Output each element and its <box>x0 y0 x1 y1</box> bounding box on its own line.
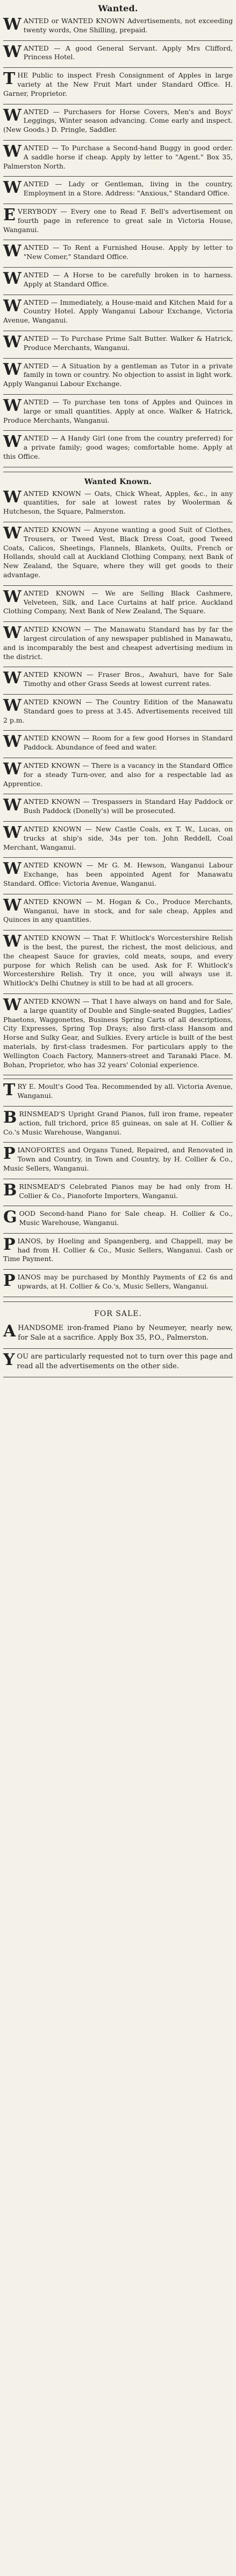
drop-cap: W <box>3 432 22 452</box>
ad-text: ANTED KNOWN — Trespassers in Standard Hay Paddock or Bush Paddock (Donelly's) will be prosecuted. <box>23 797 233 815</box>
ad-text: ANTED — A Handy Girl (one from the country preferred) for a private family; good wages; comfortable home. Apply at this Office. <box>3 434 233 460</box>
classified-ad <box>3 1082 233 1101</box>
drop-cap: T <box>3 1081 16 1100</box>
ad-text: ANTED — Immediately, a House-maid and Kitchen Maid for a Country Hotel. Apply Wanganui Labour Exchange, Victoria Avenue, Wanganui. <box>3 298 233 325</box>
ad-text: IANOS may be purchased by Monthly Payments of £2 6s and upwards, at H. Collier & Co.'s, Music Sellers, Wanganui. <box>17 1273 233 1291</box>
classified-ad <box>3 1321 233 1343</box>
classified-ad <box>3 207 233 234</box>
ad-divider <box>3 140 233 141</box>
ad-text: ANTED KNOWN — That I have always on hand and for Sale, a large quantity of Double and Single-seated Buggies, Ladies' Phaetons, Waggonettes, Business Spring Carts of all descriptions, City Expresses, Spring Top Drays; also first-class Hansom and Horse and Sulky Gear, and Sulkies. Every article is built of the best materials, by first-class tradesmen. For particulars apply to the Wellington Coach Factory, Manners-street and Taranaki Place. M. Bohan, Proprietor, who has 32 years' Colonial experience. <box>3 997 233 1069</box>
ad-text: ANTED — To Purchase Prime Salt Butter. Walker & Hatrick, Produce Merchants, Wanganui. <box>23 334 233 352</box>
drop-cap: W <box>3 624 22 643</box>
drop-cap: W <box>3 242 22 261</box>
ad-divider <box>3 621 233 622</box>
classified-ad <box>3 895 233 925</box>
drop-cap: W <box>3 42 22 61</box>
drop-cap: B <box>3 1180 17 1200</box>
ad-divider <box>3 1142 233 1143</box>
drop-cap: W <box>3 106 22 125</box>
drop-cap: W <box>3 995 22 1014</box>
ad-divider <box>3 821 233 822</box>
for-sale-ads-list <box>3 1321 233 1377</box>
classified-ad <box>3 108 233 135</box>
classified-ad <box>3 625 233 661</box>
classified-ad <box>3 734 233 752</box>
drop-cap: W <box>3 669 22 688</box>
ad-divider <box>3 730 233 731</box>
classified-ad <box>3 1110 233 1137</box>
classified-ad <box>3 797 233 816</box>
wanted-known-ads-list <box>3 489 233 1076</box>
classified-ad <box>3 1273 233 1291</box>
classified-ad <box>3 17 233 35</box>
drop-cap: P <box>3 1235 16 1254</box>
ad-text: ANTED KNOWN — Room for a few good Horses in Standard Paddock. Abundance of feed and water. <box>23 734 233 752</box>
ad-text: ANTED — Lady or Gentleman, living in the country, Employment in a Store. Address: "Anxious," Standard Office. <box>23 180 233 198</box>
ad-text: ANTED KNOWN — Oats, Chick Wheat, Apples, &c., in any quantities, for sale at lowest rates by Woolerman & Hutcheson, the Square, Palmerston. <box>3 489 233 516</box>
classified-ad <box>3 589 233 616</box>
classified-ad <box>3 71 233 98</box>
classified-ad <box>3 1146 233 1173</box>
ad-divider <box>3 993 233 994</box>
ad-divider <box>3 1106 233 1107</box>
classified-ad <box>3 761 233 788</box>
classified-ad <box>3 144 233 171</box>
drop-cap: A <box>3 1321 16 1341</box>
classified-ad <box>3 1352 233 1371</box>
ad-text: OOD Second-hand Piano for Sale cheap. H. Collier & Co., Music Warehouse, Wanganui. <box>19 1209 233 1227</box>
classified-ad <box>3 298 233 325</box>
ad-text: ANTED KNOWN — M. Hogan & Co., Produce Merchants, Wanganui, have in stock, and for sale cheap, Apples and Quinces in any quantities. <box>3 897 233 924</box>
classified-ad <box>3 526 233 580</box>
wanted-ads-list <box>3 17 233 467</box>
ad-text: ANTED KNOWN — New Castle Coals, ex T. W., Lucas, on trucks at ship's side, 34s per ton. John Reddell, Coal Merchant, Wanganui. <box>3 825 233 851</box>
drop-cap: E <box>3 205 16 225</box>
notices-list <box>3 1082 233 1297</box>
drop-cap: B <box>3 1108 17 1127</box>
drop-cap: W <box>3 796 22 815</box>
ad-text: ANTED — To Rent a Furnished House. Apply by letter to "New Comer," Standard Office. <box>23 243 233 261</box>
drop-cap: W <box>3 360 22 379</box>
ad-text: HANDSOME iron-framed Piano by Neumeyer, nearly new, for Sale at a sacrifice. Apply Box 35, P.O., Palmerston. <box>18 1324 233 1342</box>
classified-ad <box>3 334 233 353</box>
drop-cap: P <box>3 1144 16 1164</box>
classified-ad <box>3 434 233 461</box>
section-divider <box>3 1301 233 1302</box>
section-heading-for-sale: FOR SALE. <box>94 1309 142 1318</box>
drop-cap: W <box>3 269 22 288</box>
classified-ad <box>3 1237 233 1264</box>
ad-text: ANTED KNOWN — The Manawatu Standard has by far the largest circulation of any newspaper published in Manawatu, and is incomparably the best and cheapest advertising medium in the district. <box>3 625 233 661</box>
drop-cap: W <box>3 142 22 161</box>
ad-text: RINSMEAD'S Upright Grand Pianos, full iron frame, repeater action, full trichord, price 85 guineas, on sale at H. Collier & Co.'s Music Warehouse, Wanganui. <box>3 1109 233 1136</box>
ad-divider <box>3 430 233 431</box>
classified-ad <box>3 698 233 725</box>
drop-cap: W <box>3 15 22 34</box>
ad-text: ANTED — Purchasers for Horse Covers, Men's and Boys' Leggings, Winter season advancing. Come early and inspect. (New Goods.) D. Pringle, Saddler. <box>3 107 233 134</box>
ad-text: ANTED — To purchase ten tons of Apples and Quinces in large or small quantities. Apply at once. Walker & Hatrick, Produce Merchants, Wanganui. <box>3 397 233 424</box>
ad-divider <box>3 40 233 41</box>
ad-text: OU are particularly requested not to turn over this page and read all the advertisements on the other side. <box>17 1352 233 1370</box>
newspaper-column <box>0 3 236 2576</box>
classified-ad <box>3 489 233 516</box>
drop-cap: W <box>3 732 22 752</box>
classified-ad <box>3 243 233 262</box>
classified-ad <box>3 825 233 852</box>
classified-ad <box>3 934 233 988</box>
ad-text: ANTED KNOWN — The Country Edition of the Manawatu Standard goes to press at 3.45. Advertisements received till 2 p.m. <box>3 698 233 724</box>
section-heading-wanted-known: Wanted Known. <box>84 477 152 486</box>
ad-divider <box>3 358 233 359</box>
drop-cap: W <box>3 178 22 198</box>
classified-ad <box>3 997 233 1069</box>
ad-text: RY E. Moult's Good Tea. Recommended by all. Victoria Avenue, Wanganui. <box>17 1082 233 1100</box>
classified-ad <box>3 861 233 888</box>
ad-divider <box>3 1233 233 1234</box>
ad-divider <box>3 394 233 395</box>
ad-text: ANTED — A Situation by a gentleman as Tutor in a private family in town or country. No objection to assist in light work. Apply Wanganui Labour Exchange. <box>3 361 233 388</box>
ad-text: HE Public to inspect Fresh Consignment of Apples in large variety at the New Fruit Mart under Standard Office. H. Garner, Proprietor. <box>3 71 233 97</box>
classified-ad <box>3 670 233 689</box>
classified-ad <box>3 180 233 198</box>
drop-cap: W <box>3 332 22 352</box>
drop-cap: W <box>3 587 22 606</box>
ad-divider <box>3 857 233 858</box>
drop-cap: G <box>3 1208 17 1227</box>
ad-divider <box>3 67 233 68</box>
classified-ad <box>3 362 233 389</box>
ad-text: IANOS, by Hoeling and Spangenberg, and Chappell, may be had from H. Collier & Co., Music Sellers, Wanganui. Cash or Time Payment. <box>3 1236 233 1263</box>
classified-ad <box>3 1182 233 1201</box>
ad-text: ANTED KNOWN — There is a vacancy in the Standard Office for a steady Turn-over, and also for a respectable lad as Apprentice. <box>3 761 233 788</box>
drop-cap: W <box>3 696 22 716</box>
ad-text: ANTED — A good General Servant. Apply Mrs Clifford, Princess Hotel. <box>23 44 233 61</box>
ad-text: ANTED — A Horse to be carefully broken in to harness. Apply at Standard Office. <box>23 270 233 288</box>
drop-cap: W <box>3 932 22 951</box>
ad-text: ANTED KNOWN — Mr G. M. Hewson, Wanganui Labour Exchange, has been appointed Agent for Manawatu Standard. Office: Victoria Avenue, Wanganui. <box>3 861 233 887</box>
drop-cap: W <box>3 296 22 316</box>
ad-divider <box>3 267 233 268</box>
section-heading-wanted: Wanted. <box>98 3 138 13</box>
drop-cap: W <box>3 396 22 415</box>
drop-cap: W <box>3 859 22 879</box>
ad-text: ANTED KNOWN — We are Selling Black Cashmere, Velveteen, Silk, and Lace Curtains at half price. Auckland Clothing Company, Next Bank of New Zealand, The Square. <box>3 589 233 615</box>
classified-ad <box>3 44 233 62</box>
ad-text: ANTED — To Purchase a Second-hand Buggy in good order. A saddle horse if cheap. Apply by letter to "Agent." Box 35, Palmerston North. <box>3 143 233 170</box>
classified-ad <box>3 1209 233 1228</box>
ad-divider <box>3 694 233 695</box>
ad-text: IANOFORTES and Organs Tuned, Repaired, and Renovated in Town and Country, in Town and Country, by H. Collier & Co., Music Sellers, Wanganui. <box>3 1146 233 1172</box>
ad-divider <box>3 585 233 586</box>
ad-text: ANTED KNOWN — Anyone wanting a good Suit of Clothes, Trousers, or Tweed Vest, Black Dress Coat, good Tweed Coats, Calicos, Sheetings, Flannels, Blankets, Quilts, French or Hollands, should call at Auckland Clothing Company, next Bank of New Zealand, the Square, where they will get goods to their advantage. <box>3 526 233 579</box>
drop-cap: P <box>3 1271 16 1291</box>
classified-ad <box>3 271 233 289</box>
drop-cap: Y <box>3 1350 15 1369</box>
ad-text: ANTED KNOWN — Fraser Bros., Awahuri, have for Sale Timothy and other Grass Seeds at lowest current rates. <box>23 670 233 688</box>
drop-cap: W <box>3 895 22 915</box>
ad-text: VERYBODY — Every one to Read F. Bell's advertisement on fourth page in reference to great sale in Victoria House, Wanganui. <box>3 207 233 234</box>
drop-cap: W <box>3 487 22 507</box>
ad-divider <box>3 1348 233 1349</box>
ad-text: ANTED KNOWN — That F. Whitlock's Worcestershire Relish is the best, the purest, the richest, the most delicious, and the cheapest Sauce for gravies, cold meats, soups, and every purpose for which Relish can be used. Ask for F. Whitlock's Worcestershire Relish. Try it once, you will always use it. Whitlock's Delhi Chutney is still to be had at all grocers. <box>3 934 233 988</box>
ad-text: ANTED or WANTED KNOWN Advertisements, not exceeding twenty words, One Shilling, prepaid. <box>23 17 233 34</box>
drop-cap: W <box>3 524 22 543</box>
drop-cap: T <box>3 69 16 89</box>
ad-divider <box>3 1269 233 1270</box>
ad-divider <box>3 176 233 177</box>
drop-cap: W <box>3 760 22 779</box>
classified-ad <box>3 398 233 425</box>
ad-text: RINSMEAD'S Celebrated Pianos may be had only from H. Collier & Co., Pianoforte Importers, Wanganui. <box>19 1182 233 1200</box>
drop-cap: W <box>3 823 22 842</box>
